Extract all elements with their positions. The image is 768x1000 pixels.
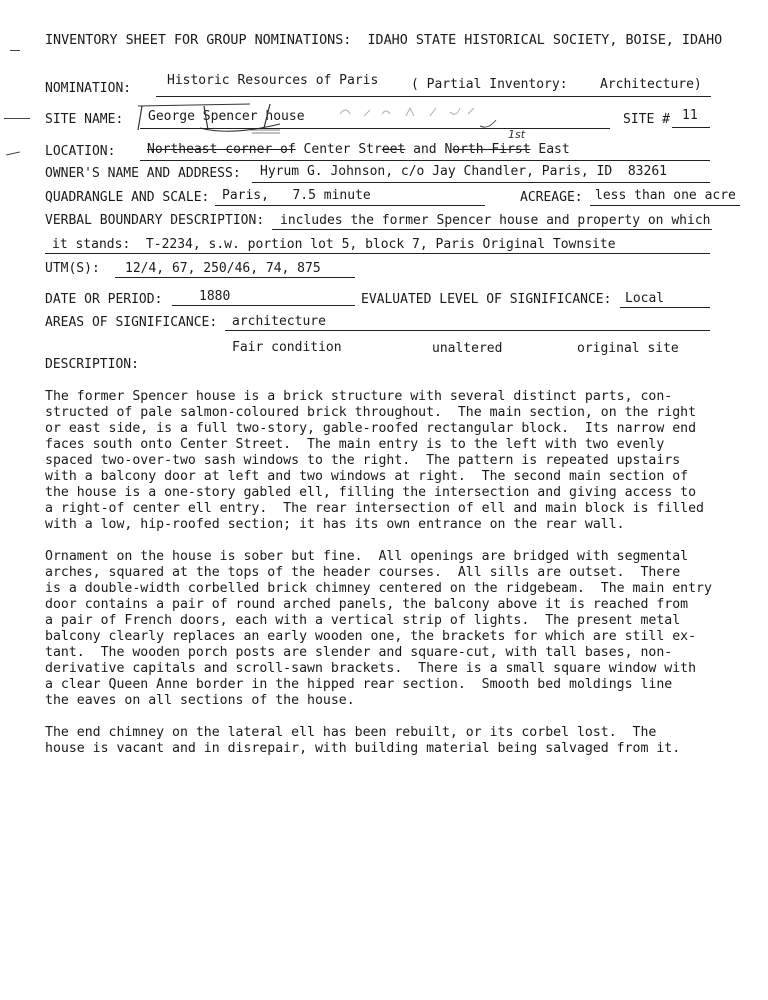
nomination-inventory: ( Partial Inventory:: [411, 77, 568, 92]
utm-rule: [115, 277, 355, 278]
site-name-label: SITE NAME:: [45, 112, 124, 127]
site-name-rule: [140, 128, 610, 129]
description-paragraph-2: Ornament on the house is sober but fine. All openings are bridged with segmental arches, squared at the tops of the header courses. All sills are outset. There is a double-width corbelled brick chimney centered on the ridgebeam. The main entry door contains a pair of round arched panels, the balcony above it is reached from a pair of French doors, each with a vertical strip of lights. The present metal balcony clearly replaces an early wooden one, the brackets for which are still ex- tant. The wooden porch posts are slender and square-cut, with tall bases, non- derivative capitals and scroll-sawn brackets. There is a small square window with a clear Queen Anne border in the hipped rear section. Smooth bed moldings line the eaves on all sections of the house.: [45, 549, 712, 708]
boundary-label: VERBAL BOUNDARY DESCRIPTION:: [45, 213, 265, 228]
date-value: 1880: [199, 289, 231, 304]
quadrangle-rule: [215, 205, 485, 206]
location-value: [147, 142, 570, 158]
location-struck-text-3: orth First: [452, 142, 531, 157]
significance-level-rule: [620, 307, 710, 308]
acreage-rule: [590, 205, 740, 206]
nomination-value: Historic Resources of Paris: [167, 73, 379, 88]
margin-mark: [4, 118, 30, 119]
margin-mark: [6, 152, 20, 156]
location-text-2: and N: [405, 142, 453, 157]
site-number-value: 11: [682, 108, 698, 123]
alteration-status: unaltered: [432, 341, 503, 356]
location-handwritten-correction: 1st: [508, 128, 526, 141]
site-name-value: George Spencer house: [148, 109, 305, 124]
description-paragraph-1: The former Spencer house is a brick structure with several distinct parts, con- structed of pale salmon-coloured brick throughout. The main section, on the right or east side, is a full two-story, gable-roofed rectangular block. Its narrow end faces south onto Center Street. The main entry is to the left with two evenly spaced two-over-two sash windows to the right. The pattern is repeated upstairs with a balcony door at left and two windows at right. The second main section of the house is a one-story gabled ell, filling the intersection and giving access to a right-of center ell entry. The rear intersection of ell and main block is filled with a low, hip-roofed section; it has its own entrance on the rear wall.: [45, 389, 704, 532]
description-label: DESCRIPTION:: [45, 357, 139, 372]
location-text-1: Center Str: [303, 142, 382, 157]
owner-rule: [252, 182, 710, 183]
site-number-rule: [672, 127, 710, 128]
handwritten-edit-marks: [130, 100, 500, 140]
site-status: original site: [577, 341, 679, 356]
acreage-label: ACREAGE:: [520, 190, 583, 205]
areas-rule: [225, 330, 710, 331]
condition-status: Fair condition: [232, 340, 342, 355]
quadrangle-value: Paris, 7.5 minute: [222, 188, 371, 203]
utm-value: 12/4, 67, 250/46, 74, 875: [125, 261, 321, 276]
significance-level-value: Local: [625, 291, 665, 306]
location-rule: [140, 160, 710, 161]
location-struck-text-2: eet: [381, 142, 406, 157]
acreage-value: less than one acre: [595, 188, 736, 203]
owner-value: Hyrum G. Johnson, c/o Jay Chandler, Paris, ID 83261: [260, 164, 667, 179]
boundary-rule-2: [45, 253, 710, 254]
date-rule: [172, 305, 355, 306]
significance-level-label: EVALUATED LEVEL OF SIGNIFICANCE:: [361, 292, 612, 307]
nomination-rule: [156, 96, 711, 97]
location-struck-text: Northeast corner of: [147, 142, 296, 157]
document-title: INVENTORY SHEET FOR GROUP NOMINATIONS: IDAHO STATE HISTORICAL SOCIETY, BOISE, IDAHO: [45, 33, 723, 48]
nomination-label: NOMINATION:: [45, 81, 132, 96]
boundary-line-1: includes the former Spencer house and property on which: [280, 213, 711, 228]
boundary-rule-1: [272, 229, 712, 230]
location-text-3: East: [530, 142, 570, 157]
description-paragraph-3: The end chimney on the lateral ell has been rebuilt, or its corbel lost. The house is vacant and in disrepair, with building material being salvaged from it.: [45, 725, 681, 756]
boundary-line-2: it stands: T-2234, s.w. portion lot 5, block 7, Paris Original Townsite: [52, 237, 616, 252]
areas-label: AREAS OF SIGNIFICANCE:: [45, 315, 218, 330]
utm-label: UTM(S):: [45, 261, 100, 276]
date-label: DATE OR PERIOD:: [45, 292, 163, 307]
site-number-label: SITE #: [623, 112, 670, 127]
areas-value: architecture: [232, 314, 326, 329]
location-label: LOCATION:: [45, 144, 116, 159]
margin-mark: [10, 50, 20, 51]
nomination-category: Architecture): [600, 77, 702, 92]
owner-label: OWNER'S NAME AND ADDRESS:: [45, 166, 241, 181]
quadrangle-label: QUADRANGLE AND SCALE:: [45, 190, 210, 205]
